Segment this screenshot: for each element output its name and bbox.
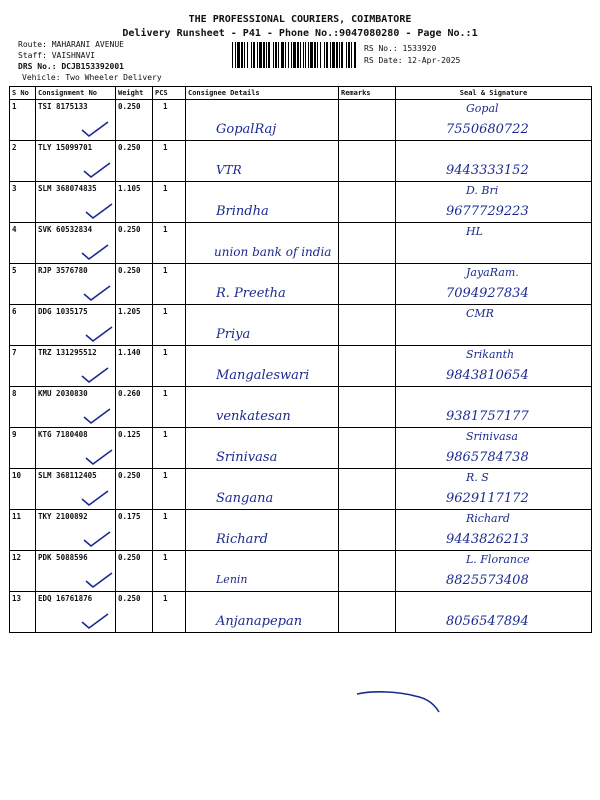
sno-cell [10, 551, 36, 592]
pcs-cell [153, 264, 186, 305]
consignment-cell [36, 551, 116, 592]
signature-handwriting: Srinivasa [466, 430, 518, 443]
pcs-text: 1 [163, 553, 168, 562]
weight-text: 0.250 [118, 143, 141, 152]
seal-cell [396, 428, 592, 469]
pcs-text: 1 [163, 594, 168, 603]
table-row [10, 141, 592, 182]
table-row [10, 551, 592, 592]
signature-handwriting: CMR [466, 307, 494, 320]
remarks-cell [339, 100, 396, 141]
pcs-cell [153, 592, 186, 633]
weight-text: 0.125 [118, 430, 141, 439]
pcs-cell [153, 100, 186, 141]
signature-handwriting: Richard [466, 512, 510, 525]
vehicle-label: Vehicle: [22, 73, 61, 82]
consignment-cell [36, 264, 116, 305]
weight-cell [116, 428, 153, 469]
checkmark-icon [82, 161, 112, 179]
phone-handwriting: 8825573408 [446, 573, 529, 588]
signature-handwriting: L. Florance [466, 553, 530, 566]
phone-handwriting: 8056547894 [446, 614, 529, 629]
staff-value: VAISHNAVI [51, 51, 96, 60]
checkmark-icon [84, 448, 114, 466]
header-consignee: Consignee Details [186, 87, 339, 100]
consignee-handwriting: Srinivasa [216, 450, 278, 465]
weight-cell [116, 387, 153, 428]
pcs-text: 1 [163, 143, 168, 152]
pcs-cell [153, 182, 186, 223]
consignee-cell [186, 223, 339, 264]
weight-cell [116, 305, 153, 346]
weight-text: 0.250 [118, 266, 141, 275]
consignment-text: EDQ 16761876 [38, 594, 93, 603]
table-header-row [10, 87, 592, 100]
weight-cell [116, 346, 153, 387]
sno-text: 7 [12, 348, 17, 357]
sno-cell [10, 387, 36, 428]
checkmark-icon [82, 407, 112, 425]
checkmark-icon [80, 489, 110, 507]
sno-text: 5 [12, 266, 17, 275]
consignee-handwriting: Mangaleswari [216, 368, 310, 383]
seal-cell [396, 592, 592, 633]
pcs-cell [153, 510, 186, 551]
signature-handwriting: R. S [466, 471, 489, 484]
sno-cell [10, 223, 36, 264]
table-row [10, 428, 592, 469]
consignee-cell [186, 387, 339, 428]
drs-value: DCJB153392001 [61, 62, 124, 71]
route-value: MAHARANI AVENUE [51, 40, 124, 49]
consignee-cell [186, 264, 339, 305]
pcs-cell [153, 428, 186, 469]
consignment-cell [36, 592, 116, 633]
consignment-text: TLY 15099701 [38, 143, 93, 152]
vehicle-line [22, 73, 162, 82]
staff-label: Staff: [18, 51, 47, 60]
header-pcs: PCS [153, 87, 186, 100]
consignee-handwriting: Priya [216, 327, 251, 342]
consignment-text: TRZ 131295512 [38, 348, 97, 357]
header-consignment: Consignment No [36, 87, 116, 100]
checkmark-icon [82, 284, 112, 302]
sno-cell [10, 100, 36, 141]
sno-text: 13 [12, 594, 22, 603]
sno-text: 11 [12, 512, 22, 521]
phone-handwriting: 7550680722 [446, 122, 529, 137]
remarks-cell [339, 223, 396, 264]
weight-cell [116, 264, 153, 305]
consignee-handwriting: union bank of india [214, 245, 332, 259]
weight-cell [116, 510, 153, 551]
table-row [10, 346, 592, 387]
weight-cell [116, 223, 153, 264]
consignment-cell [36, 141, 116, 182]
consignee-cell [186, 100, 339, 141]
weight-cell [116, 141, 153, 182]
weight-text: 0.250 [118, 471, 141, 480]
barcode [232, 42, 356, 68]
seal-cell [396, 387, 592, 428]
header-weight: Weight [116, 87, 153, 100]
remarks-cell [339, 264, 396, 305]
consignment-text: SVK 60532834 [38, 225, 93, 234]
consignment-text: RJP 3576780 [38, 266, 88, 275]
weight-cell [116, 551, 153, 592]
phone-handwriting: 9443826213 [446, 532, 529, 547]
sno-cell [10, 469, 36, 510]
consignment-cell [36, 100, 116, 141]
table-row [10, 510, 592, 551]
consignment-cell [36, 469, 116, 510]
pcs-text: 1 [163, 512, 168, 521]
consignee-handwriting: venkatesan [216, 409, 291, 424]
consignment-text: SLM 368074835 [38, 184, 97, 193]
staff-line [18, 51, 95, 60]
remarks-cell [339, 387, 396, 428]
remarks-cell [339, 469, 396, 510]
pcs-cell [153, 469, 186, 510]
seal-cell [396, 223, 592, 264]
sno-cell [10, 182, 36, 223]
weight-text: 1.105 [118, 184, 141, 193]
table-row [10, 182, 592, 223]
sno-text: 9 [12, 430, 17, 439]
table-row [10, 100, 592, 141]
header-seal: Seal & Signature [396, 87, 592, 100]
seal-cell [396, 346, 592, 387]
drs-label: DRS No.: [18, 62, 57, 71]
checkmark-icon [84, 325, 114, 343]
consignment-text: PDK 5088596 [38, 553, 88, 562]
pcs-cell [153, 346, 186, 387]
sno-text: 10 [12, 471, 22, 480]
pcs-cell [153, 305, 186, 346]
pcs-text: 1 [163, 225, 168, 234]
consignee-cell [186, 510, 339, 551]
checkmark-icon [80, 612, 110, 630]
sno-cell [10, 592, 36, 633]
consignee-handwriting: VTR [216, 163, 242, 177]
weight-cell [116, 100, 153, 141]
runsheet-table [9, 86, 592, 633]
vehicle-value: Two Wheeler Delivery [65, 73, 162, 82]
consignment-text: SLM 368112405 [38, 471, 97, 480]
pcs-text: 1 [163, 184, 168, 193]
remarks-cell [339, 510, 396, 551]
weight-text: 1.205 [118, 307, 141, 316]
sno-text: 1 [12, 102, 17, 111]
sno-text: 2 [12, 143, 17, 152]
signature-handwriting: HL [466, 225, 483, 238]
consignment-text: TSI 8175133 [38, 102, 88, 111]
weight-text: 0.250 [118, 102, 141, 111]
signature-handwriting: Gopal [466, 102, 499, 115]
remarks-cell [339, 182, 396, 223]
phone-handwriting: 9865784738 [446, 450, 529, 465]
sno-text: 4 [12, 225, 17, 234]
table-row [10, 387, 592, 428]
seal-cell [396, 305, 592, 346]
phone-handwriting: 9381757177 [446, 409, 529, 424]
header-remarks: Remarks [339, 87, 396, 100]
sno-cell [10, 346, 36, 387]
pcs-text: 1 [163, 266, 168, 275]
consignee-cell [186, 469, 339, 510]
consignee-cell [186, 346, 339, 387]
checkmark-icon [80, 120, 110, 138]
rs-date-value: 12-Apr-2025 [407, 56, 461, 65]
sno-text: 12 [12, 553, 22, 562]
sno-text: 3 [12, 184, 17, 193]
rs-no-value: 1533920 [402, 44, 437, 53]
signature-handwriting: Srikanth [466, 348, 515, 361]
phone-handwriting: 9629117172 [446, 491, 529, 506]
drs-line [18, 62, 124, 71]
checkmark-icon [82, 530, 112, 548]
weight-text: 0.260 [118, 389, 141, 398]
pcs-cell [153, 223, 186, 264]
consignee-handwriting: R. Preetha [216, 286, 286, 301]
remarks-cell [339, 592, 396, 633]
table-row [10, 305, 592, 346]
route-line [18, 40, 124, 49]
consignment-text: DDG 1035175 [38, 307, 88, 316]
checkmark-icon [84, 202, 114, 220]
remarks-cell [339, 428, 396, 469]
weight-cell [116, 592, 153, 633]
pcs-text: 1 [163, 307, 168, 316]
sno-cell [10, 305, 36, 346]
consignee-handwriting: Brindha [216, 204, 269, 219]
table-row [10, 223, 592, 264]
seal-cell [396, 264, 592, 305]
seal-cell [396, 469, 592, 510]
rs-no-label: RS No.: [364, 44, 398, 53]
seal-cell [396, 100, 592, 141]
pcs-text: 1 [163, 348, 168, 357]
consignee-handwriting: Sangana [216, 491, 274, 506]
remarks-cell [339, 346, 396, 387]
weight-text: 0.250 [118, 225, 141, 234]
phone-handwriting: 7094927834 [446, 286, 529, 301]
signature-handwriting: JayaRam. [466, 266, 519, 279]
rs-no-line [364, 44, 436, 53]
remarks-cell [339, 141, 396, 182]
consignee-handwriting: GopalRaj [216, 122, 277, 137]
consignment-cell [36, 182, 116, 223]
checkmark-icon [84, 571, 114, 589]
pcs-cell [153, 387, 186, 428]
header-sno: S No [10, 87, 36, 100]
consignee-cell [186, 551, 339, 592]
consignment-cell [36, 223, 116, 264]
weight-text: 0.250 [118, 553, 141, 562]
rs-date-label: RS Date: [364, 56, 403, 65]
phone-handwriting: 9843810654 [446, 368, 529, 383]
table-row [10, 592, 592, 633]
consignment-cell [36, 346, 116, 387]
weight-cell [116, 469, 153, 510]
seal-cell [396, 510, 592, 551]
weight-text: 1.140 [118, 348, 141, 357]
consignee-cell [186, 592, 339, 633]
consignee-handwriting: Richard [216, 532, 268, 547]
remarks-cell [339, 551, 396, 592]
consignment-text: TKY 2100892 [38, 512, 88, 521]
phone-handwriting: 9443333152 [446, 163, 529, 178]
sno-cell [10, 141, 36, 182]
sno-text: 6 [12, 307, 17, 316]
sno-text: 8 [12, 389, 17, 398]
route-label: Route: [18, 40, 47, 49]
pcs-text: 1 [163, 389, 168, 398]
consignee-handwriting: Anjanapepan [216, 614, 303, 629]
consignment-text: KTG 7180408 [38, 430, 88, 439]
pcs-text: 1 [163, 430, 168, 439]
rs-date-line [364, 56, 460, 65]
consignment-cell [36, 510, 116, 551]
company-title: THE PROFESSIONAL COURIERS, COIMBATORE [188, 14, 412, 25]
consignee-cell [186, 305, 339, 346]
consignee-cell [186, 141, 339, 182]
weight-cell [116, 182, 153, 223]
consignment-text: KMU 2030830 [38, 389, 88, 398]
checkmark-icon [80, 243, 110, 261]
checkmark-icon [80, 366, 110, 384]
remarks-cell [339, 305, 396, 346]
sno-cell [10, 264, 36, 305]
consignee-cell [186, 428, 339, 469]
runsheet-subtitle: Delivery Runsheet - P41 - Phone No.:9047080280 - Page No.:1 [122, 28, 478, 39]
sno-cell [10, 510, 36, 551]
weight-text: 0.175 [118, 512, 141, 521]
seal-cell [396, 551, 592, 592]
consignee-handwriting: Lenin [216, 573, 248, 586]
handwritten-scribble [355, 688, 445, 718]
pcs-cell [153, 551, 186, 592]
table-row [10, 264, 592, 305]
pcs-cell [153, 141, 186, 182]
seal-cell [396, 182, 592, 223]
weight-text: 0.250 [118, 594, 141, 603]
consignment-cell [36, 428, 116, 469]
signature-handwriting: D. Bri [466, 184, 499, 197]
consignee-cell [186, 182, 339, 223]
consignment-cell [36, 387, 116, 428]
phone-handwriting: 9677729223 [446, 204, 529, 219]
pcs-text: 1 [163, 471, 168, 480]
table-row [10, 469, 592, 510]
sno-cell [10, 428, 36, 469]
consignment-cell [36, 305, 116, 346]
seal-cell [396, 141, 592, 182]
pcs-text: 1 [163, 102, 168, 111]
